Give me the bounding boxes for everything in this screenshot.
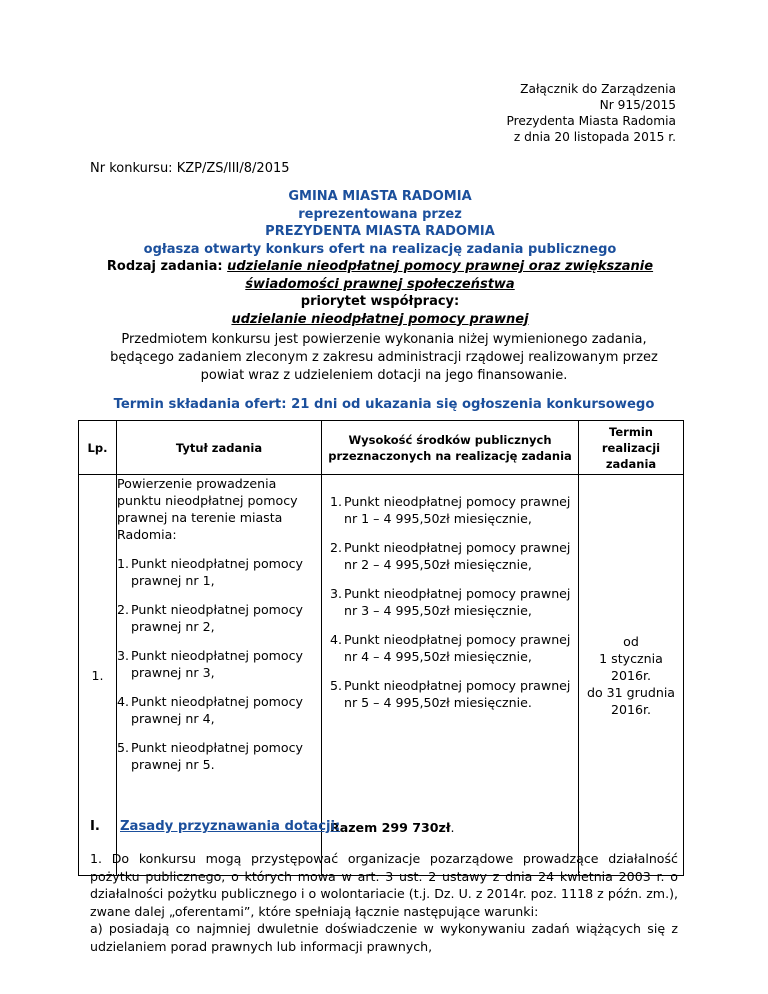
list-item: 2. Punkt nieodpłatnej pomocy prawnej nr 2, [117, 602, 304, 634]
row-lp: 1. [79, 475, 117, 876]
amount-item: 2. Punkt nieodpłatnej pomocy prawnej nr 2 – 4 995,50zł miesięcznie, [330, 540, 571, 572]
paragraph: a) posiadają co najmniej dwuletnie doświadczenie w wykonywaniu zadań wiążących się z udzielaniem porad prawnych lub informacji prawnych, [90, 921, 678, 954]
paragraph: 1. Do konkursu mogą przystępować organizacje pozarządowe prowadzące działalność pożytku publicznego, o których mowa w art. 3 ust. 2 ustawy z dnia 24 kwietnia 2003 r. o działalności pożytku publicznego i o wolontariacie (t.j. Dz. U. z 2014r. poz. 1118 z późn. zm.), zwane dalej „oferentami”, które spełniają łącznie następujące warunki: [90, 851, 678, 919]
amount-item: 4. Punkt nieodpłatnej pomocy prawnej nr 4 – 4 995,50zł miesięcznie, [330, 632, 571, 664]
list-item: 3. Punkt nieodpłatnej pomocy prawnej nr 3, [117, 648, 304, 680]
priority-label: priorytet współpracy: [300, 294, 460, 309]
represented-by: reprezentowana przez [298, 206, 462, 222]
priority-value: udzielanie nieodpłatnej pomocy prawnej [231, 311, 529, 327]
table-header-row [79, 421, 684, 475]
annex-line-4: z dnia 20 listopada 2015 r. [513, 130, 676, 144]
amount-item: 1. Punkt nieodpłatnej pomocy prawnej nr 1 – 4 995,50zł miesięcznie, [330, 494, 571, 526]
section-title: Zasady przyznawania dotacji: [120, 819, 341, 834]
list-item: 5. Punkt nieodpłatnej pomocy prawnej nr 5. [117, 740, 304, 772]
task-type [80, 258, 680, 276]
president-name: PREZYDENTA MIASTA RADOMIA [265, 224, 495, 239]
term-line: do 31 grudnia [586, 684, 676, 700]
announcement-header [80, 188, 680, 328]
term-line: 2016r. [610, 701, 652, 717]
tasks-table [78, 420, 684, 876]
submission-deadline: Termin składania ofert: 21 dni od ukazania się ogłoszenia konkursowego [113, 397, 655, 412]
total-amount: Razem 299 730zł. [330, 820, 455, 835]
row-title-intro: Powierzenie prowadzenia punktu nieodpłatnej pomocy prawnej na terenie miasta Radomia: [117, 476, 298, 542]
row-term-cell [579, 475, 684, 876]
section-body [90, 850, 678, 955]
annex-line-2: Nr 915/2015 [599, 98, 676, 112]
header-amount: Wysokość środków publicznych przeznaczonych na realizację zadania [322, 421, 579, 475]
points-list [117, 555, 321, 773]
term-line: 1 stycznia [599, 650, 663, 666]
municipality-name: GMINA MIASTA RADOMIA [288, 189, 472, 204]
annex-line-1: Załącznik do Zarządzenia [520, 82, 676, 96]
table-row [79, 475, 684, 876]
term-line: 2016r. [610, 667, 652, 683]
annex-line-3: Prezydenta Miasta Radomia [506, 114, 676, 128]
list-item: 4. Punkt nieodpłatnej pomocy prawnej nr 4, [117, 694, 304, 726]
row-title-cell [117, 475, 322, 876]
amount-item: 5. Punkt nieodpłatnej pomocy prawnej nr 5 – 4 995,50zł miesięcznie. [330, 678, 571, 710]
section-heading [90, 819, 340, 834]
task-type-value: udzielanie nieodpłatnej pomocy prawnej oraz zwiększanie [227, 259, 654, 274]
amount-item: 3. Punkt nieodpłatnej pomocy prawnej nr 3 – 4 995,50zł miesięcznie, [330, 586, 571, 618]
row-amount-cell [322, 475, 579, 876]
task-type-label: Rodzaj zadania: [106, 259, 228, 274]
header-lp: Lp. [79, 421, 117, 475]
term-line: od [623, 633, 639, 649]
annex-note [507, 81, 677, 145]
header-title: Tytuł zadania [117, 421, 322, 475]
list-item: 1. Punkt nieodpłatnej pomocy prawnej nr 1, [117, 556, 304, 588]
task-type-value-cont: świadomości prawnej społeczeństwa [245, 276, 515, 292]
announcement-line: ogłasza otwarty konkurs ofert na realizację zadania publicznego [143, 241, 617, 257]
contest-number: Nr konkursu: KZP/ZS/III/8/2015 [90, 161, 290, 176]
intro-paragraph: Przedmiotem konkursu jest powierzenie wykonania niżej wymienionego zadania, będącego zadaniem zleconym z zakresu administracji rządowej realizowanym przez powiat wraz z udzieleniem dotacji na jego finansowanie. [110, 332, 658, 383]
header-term: Termin realizacji zadania [579, 421, 684, 475]
section-number: I. [90, 819, 100, 834]
